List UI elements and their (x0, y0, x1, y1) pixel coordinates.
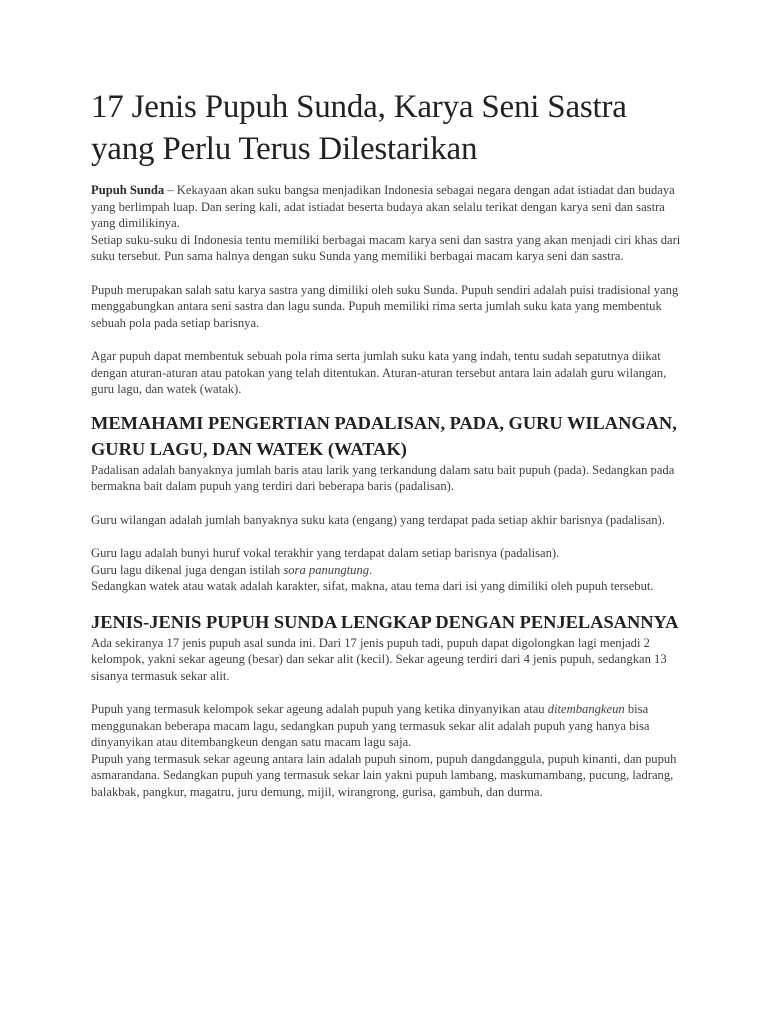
spacer (91, 170, 687, 182)
intro-paragraph-4: Agar pupuh dapat membentuk sebuah pola rima serta jumlah suku kata yang indah, tentu sudah sepatutnya diikat dengan aturan-aturan atau patokan yang telah ditentukan. Aturan-aturan tersebut antara lain adalah guru wilangan, guru lagu, dan watek (watak). (91, 349, 667, 396)
spacer (91, 528, 687, 545)
section2-paragraph-3: Pupuh yang termasuk sekar ageung antara lain adalah pupuh sinom, pupuh dangdanggula, pupuh kinanti, dan pupuh asmarandana. Sedangkan pupuh yang termasuk sekar lain yakni pupuh lambang, maskumambang, pucung, ladrang, balakbak, pangkur, magatru, juru demung, mijil, wirangrong, gurisa, gambuh, dan durma. (91, 751, 677, 799)
intro-paragraph (91, 182, 687, 232)
spacer (91, 331, 687, 348)
section2-paragraph-1: Ada sekiranya 17 jenis pupuh asal sunda ini. Dari 17 jenis pupuh tadi, pupuh dapat digolongkan lagi menjadi 2 kelompok, yakni sekar ageung (besar) dan sekar alit (kecil). Sekar ageung terdiri dari 4 jenis pupuh, sedangkan 13 sisanya termasuk sekar alit. (91, 635, 667, 683)
spacer (91, 265, 687, 282)
section2-p2-rest: bisa menggunakan beberapa macam lagu, sedangkan pupuh yang termasuk sekar alit adalah pupuh yang hanya bisa dinyanyikan atau ditembangkeun dengan satu macam lagu saja. (91, 702, 650, 749)
section1-p4-end: . (369, 562, 373, 577)
section1-paragraph-1: Padalisan adalah banyaknya jumlah baris atau larik yang terkandung dalam satu bait pupuh (pada). Sedangkan pada bermakna bait dalam pupuh yang terdiri dari beberapa baris (padalisan). (91, 462, 675, 493)
spacer (91, 495, 687, 512)
section1-paragraph-5: Sedangkan watek atau watak adalah karakter, sifat, makna, atau tema dari isi yang dimiliki oleh pupuh tersebut. (91, 579, 654, 593)
intro-lead-bold: Pupuh Sunda (91, 183, 165, 197)
section1-paragraph-4 (91, 562, 687, 579)
intro-lead-text: – Kekayaan akan suku bangsa menjadikan Indonesia sebagai negara dengan adat istiadat dan budaya yang berlimpah luap. Dan sering kali, adat istiadat beserta budaya akan selalu terikat dengan karya seni dan sastra yang dimilikinya. (91, 183, 675, 230)
intro-paragraph-2: Setiap suku-suku di Indonesia tentu memiliki berbagai macam karya seni dan sastra yang akan menjadi ciri khas dari suku tersebut. Pun sama halnya dengan suku Sunda yang memiliki berbagai macam karya seni dan sastra. (91, 232, 681, 263)
document-page (91, 86, 687, 800)
section2-heading: JENIS-JENIS PUPUH SUNDA LENGKAP DENGAN PENJELASANNYA (91, 611, 679, 632)
section1-paragraph-3: Guru lagu adalah bunyi huruf vokal terakhir yang terdapat dalam setiap barisnya (padalisan). (91, 546, 560, 560)
section2-paragraph-2 (91, 701, 687, 751)
spacer (91, 684, 687, 701)
section2-p2-emphasis: ditembangkeun (547, 702, 625, 716)
section1-p4-text: Guru lagu dikenal juga dengan istilah (91, 562, 284, 577)
section1-p4-emphasis: sora panungtung (283, 562, 370, 577)
article-title: 17 Jenis Pupuh Sunda, Karya Seni Sastra yang Perlu Terus Dilestarikan (91, 89, 627, 167)
section1-paragraph-2: Guru wilangan adalah jumlah banyaknya suku kata (engang) yang terdapat pada setiap akhir barisnya (padalisan). (91, 512, 665, 527)
section1-heading: MEMAHAMI PENGERTIAN PADALISAN, PADA, GURU WILANGAN, GURU LAGU, DAN WATEK (WATAK) (91, 412, 677, 459)
section2-p2-text: Pupuh yang termasuk kelompok sekar ageung adalah pupuh yang ketika dinyanyikan atau (91, 702, 548, 716)
intro-paragraph-3: Pupuh merupakan salah satu karya sastra yang dimiliki oleh suku Sunda. Pupuh sendiri adalah puisi tradisional yang menggabungkan antara seni sastra dan lagu sunda. Pupuh memiliki rima serta jumlah suku kata yang membentuk sebuah pola pada setiap barisnya. (91, 282, 679, 330)
